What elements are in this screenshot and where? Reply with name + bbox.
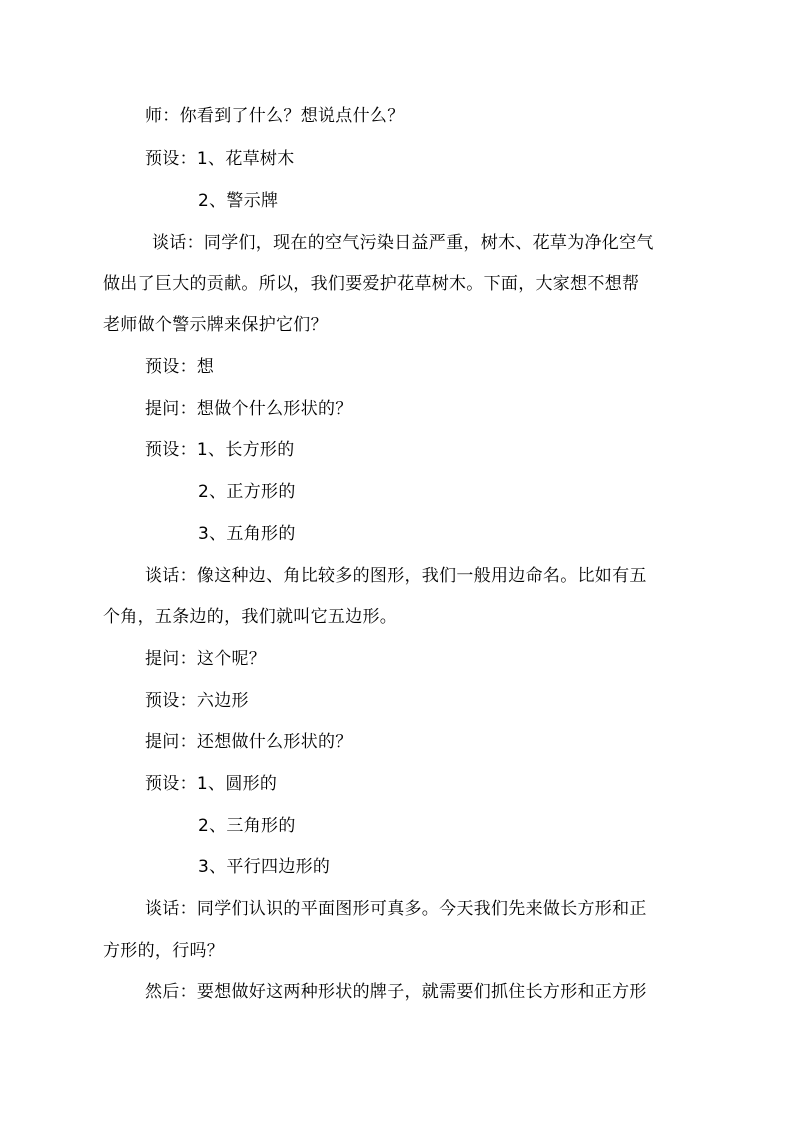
next-step-line: 然后：要想做好这两种形状的牌子，就需要们抓住长方形和正方形 <box>145 982 647 1002</box>
question-line: 提问：想做个什么形状的？ <box>145 399 353 419</box>
talk-paragraph-line: 做出了巨大的贡献。所以，我们要爱护花草树木。下面，大家想不想帮 <box>103 274 640 294</box>
preset-answer-item: 2、三角形的 <box>198 816 296 836</box>
talk-paragraph-line: 方形的，行吗？ <box>103 941 225 961</box>
preset-answer-line: 预设：六边形 <box>145 691 249 711</box>
talk-paragraph-line: 谈话：同学们，现在的空气污染日益严重，树木、花草为净化空气 <box>152 233 654 253</box>
preset-answer-item: 2、警示牌 <box>198 191 279 211</box>
talk-paragraph-line: 老师做个警示牌来保护它们？ <box>103 315 328 335</box>
preset-answer-line: 预设：想 <box>145 357 215 377</box>
talk-paragraph-line: 谈话：像这种边、角比较多的图形，我们一般用边命名。比如有五 <box>145 566 647 586</box>
preset-answer-line: 预设：1、长方形的 <box>145 440 295 460</box>
preset-answer-line: 预设：1、圆形的 <box>145 774 278 794</box>
teacher-question-line: 师：你看到了什么？想说点什么？ <box>145 106 405 126</box>
talk-paragraph-line: 谈话：同学们认识的平面图形可真多。今天我们先来做长方形和正 <box>145 899 647 919</box>
question-line: 提问：还想做什么形状的？ <box>145 732 353 752</box>
preset-answer-item: 3、五角形的 <box>198 524 296 544</box>
question-line: 提问：这个呢？ <box>145 649 267 669</box>
preset-answer-item: 2、正方形的 <box>198 482 296 502</box>
preset-answer-item: 3、平行四边形的 <box>198 857 331 877</box>
preset-answer-line: 预设：1、花草树木 <box>145 149 295 169</box>
talk-paragraph-line: 个角，五条边的，我们就叫它五边形。 <box>103 607 398 627</box>
